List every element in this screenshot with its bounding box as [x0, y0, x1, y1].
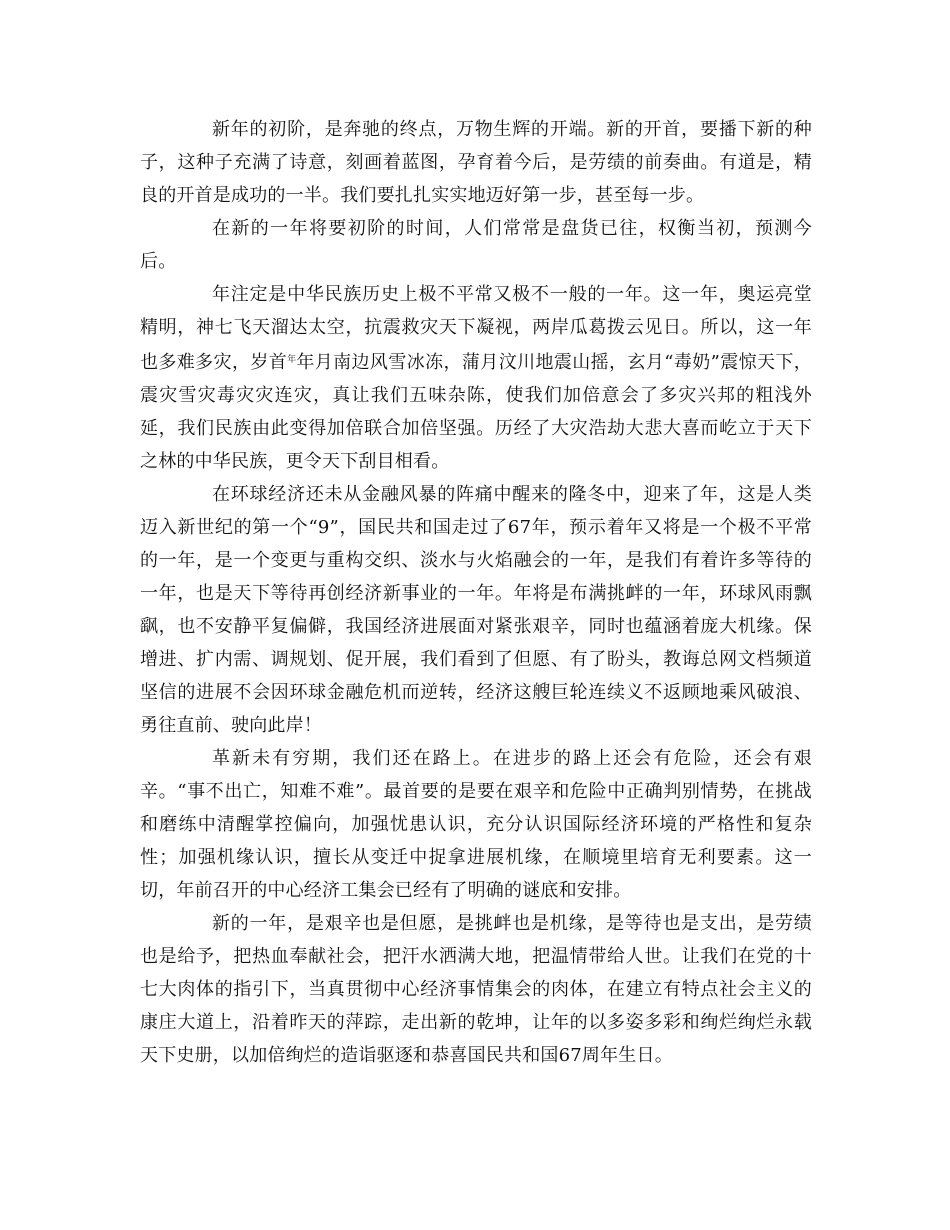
- paragraph-4: [140, 478, 812, 742]
- superscript-mark: 年: [287, 355, 297, 365]
- paragraph-4-text: 在环球经济还未从金融风暴的阵痛中醒来的隆冬中，迎来了年，这是人类迈入新世纪的第一个“9”，国民共和国走过了67年，预示着年又将是一个极不平常的一年，是一个变更与重构交织、淡水与火焰融会的一年，是我们有着许多等待的一年，也是天下等待再创经济新事业的一年。年将是布满挑衅的一年，环球风雨飘飖，也不安静平复偏僻，我国经济进展面对紧张艰辛，同时也蕴涵着庞大机缘。保增进、扩内需、调规划、促开展，我们看到了但愿、有了盼头，教诲总网文档频道坚信的进展不会因环球金融危机而逆转，经济这艘巨轮连续义不返顾地乘风破浪、勇往直前、驶向此岸！: [140, 484, 812, 736]
- paragraph-5-text: 革新未有穷期，我们还在路上。在进步的路上还会有危险，还会有艰辛。“事不出亡，知难不难”。最首要的是要在艰辛和危险中正确判别情势，在挑战和磨练中清醒掌控偏向，加强忧患认识，充分认识国际经济环境的严格性和复杂性；加强机缘认识，擅长从变迁中捉拿进展机缘，在顺境里培育无利要素。这一切，年前召开的中心经济工集会已经有了明确的谜底和安排。: [140, 748, 812, 901]
- paragraph-6-text: 新的一年，是艰辛也是但愿，是挑衅也是机缘，是等待也是支出，是劳绩也是给予，把热血奉献社会，把汗水洒满大地，把温情带给人世。让我们在党的十七大肉体的指引下，当真贯彻中心经济事情集会的肉体，在建立有特点社会主义的康庄大道上，沿着昨天的萍踪，走出新的乾坤，让年的以多姿多彩和绚烂绚烂永载天下史册，以加倍绚烂的造诣驱逐和恭喜国民共和国67周年生日。: [140, 913, 812, 1066]
- paragraph-3-text-end: 年月南边风雪冰冻，蒲月汶川地震山摇，玄月“毒奶”震惊天下，震灾雪灾毒灾灾连灾，真让我们五味杂陈，使我们加倍意会了多灾兴邦的粗浅外延，我们民族由此变得加倍联合加倍坚强。历经了大灾浩劫大悲大喜而屹立于天下之林的中华民族，更令天下刮目相看。: [140, 352, 812, 472]
- document-body: [140, 113, 812, 1072]
- paragraph-3-text-start: 年注定是中华民族历史上极不平常又极不一般的一年。这一年，奥运亮堂精明，神七飞天溜达太空，抗震救灾天下凝视，两岸瓜葛拨云见日。所以，这一年也多难多灾，岁首: [140, 284, 812, 373]
- paragraph-6: [140, 907, 812, 1072]
- paragraph-5: [140, 742, 812, 907]
- paragraph-1-text: 新年的初阶，是奔驰的终点，万物生辉的开端。新的开首，要播下新的种子，这种子充满了诗意，刻画着蓝图，孕育着今后，是劳绩的前奏曲。有道是，精良的开首是成功的一半。我们要扎扎实实地迈好第一步，甚至每一步。: [140, 119, 812, 206]
- paragraph-1: [140, 113, 812, 212]
- paragraph-3: [140, 278, 812, 478]
- paragraph-2-text: 在新的一年将要初阶的时间，人们常常是盘货已往，权衡当初，预测今后。: [140, 218, 812, 272]
- paragraph-2: [140, 212, 812, 278]
